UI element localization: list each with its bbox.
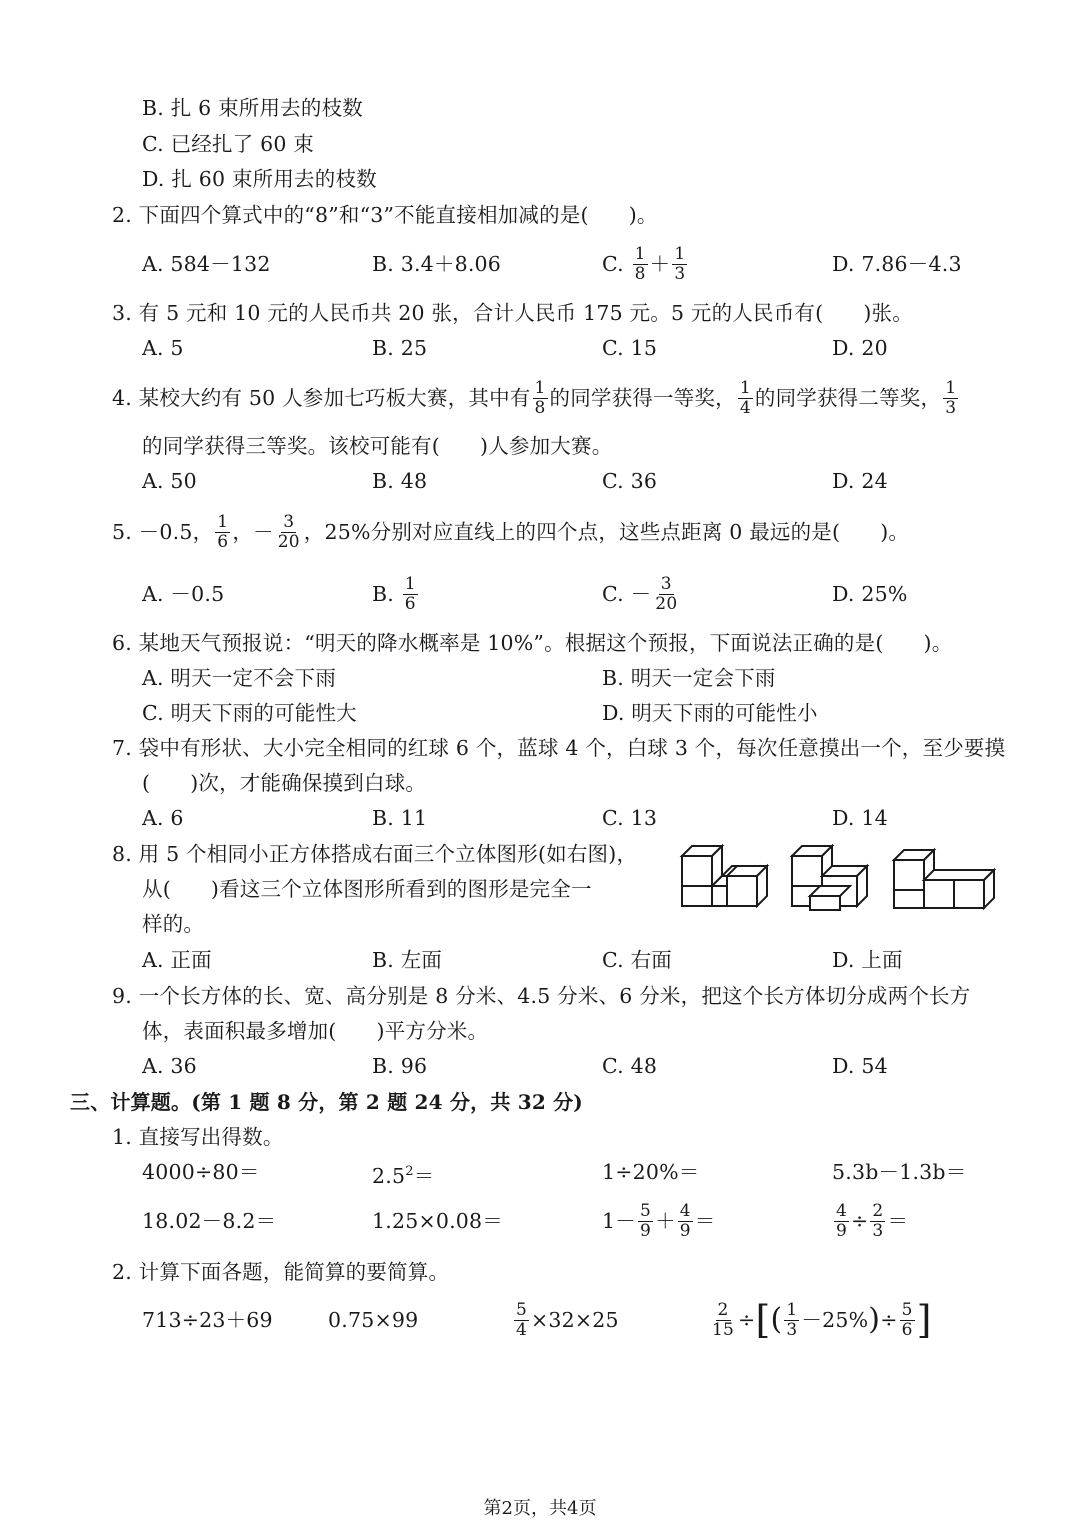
fraction	[870, 1202, 885, 1241]
q6-option-c: C. 明天下雨的可能性大	[142, 701, 357, 725]
q2-option-c	[602, 238, 689, 290]
numerator: 5	[639, 1200, 651, 1221]
numerator: 2	[872, 1200, 884, 1221]
q6-stem-end: )。	[923, 631, 953, 655]
cube-figure-1	[682, 846, 767, 906]
operator: ＋	[654, 1209, 676, 1233]
cube-figure-3	[894, 850, 994, 908]
calc-problem-2: 0.75×99	[328, 1308, 419, 1332]
q8-stem-line3: 样的。	[142, 912, 205, 936]
q4-text-3: 的同学获得二等奖，	[754, 386, 942, 410]
q2-stem-text: 2. 下面四个算式中的“8”和“3”不能直接相加减的是(	[112, 203, 589, 227]
q2-stem-end: )。	[628, 203, 658, 227]
q6-stem-text: 6. 某地天气预报说：“明天的降水概率是 10%”。根据这个预报，下面说法正确的是(	[112, 631, 884, 655]
q8-option-a: A. 正面	[142, 948, 212, 972]
numerator: 1	[217, 511, 229, 532]
denominator: 20	[655, 593, 678, 614]
q9-line2-text: 体，表面积最多增加(	[142, 1019, 337, 1043]
page-number: 第2页，共4页	[483, 1498, 597, 1519]
q8-stem-line1: 8. 用 5 个相同小正方体搭成右面三个立体图形(如右图)，	[112, 842, 638, 866]
q9-option-b: B. 96	[372, 1054, 428, 1078]
fraction	[784, 1301, 799, 1340]
q5-text-1: 5. －0.5，	[112, 520, 214, 544]
q5-option-b-label: B.	[372, 582, 394, 606]
calc-expression-8	[832, 1195, 908, 1247]
q3-option-b: B. 25	[372, 336, 428, 360]
numerator: 1	[786, 1299, 798, 1320]
denominator: 4	[516, 1319, 528, 1340]
calc-expression-4: 5.3b－1.3b＝	[832, 1160, 967, 1184]
numerator: 4	[679, 1200, 691, 1221]
q8-stem-line2	[142, 876, 592, 902]
q7-option-a: A. 6	[142, 806, 184, 830]
denominator: 8	[634, 263, 646, 284]
q9-stem-line2	[142, 1018, 488, 1044]
denominator: 3	[872, 1220, 884, 1241]
denominator: 3	[945, 397, 957, 418]
calc-expression-1: 4000÷80＝	[142, 1160, 260, 1184]
fraction	[943, 379, 958, 418]
q3-stem	[112, 300, 913, 326]
q2-option-c-label: C.	[602, 252, 624, 276]
q8-line2-text: )看这三个立体图形所看到的图形是完全一	[210, 877, 592, 901]
q9-stem-line1: 9. 一个长方体的长、宽、高分别是 8 分米、4.5 分米、6 分米，把这个长方体切分成两个长方	[112, 984, 971, 1008]
denominator: 3	[786, 1319, 798, 1340]
q5-stem	[112, 506, 909, 558]
q5-option-a: A. －0.5	[142, 582, 225, 606]
q6-option-b: B. 明天一定会下雨	[602, 666, 776, 690]
calc-expression-2	[372, 1159, 434, 1189]
numerator: 1	[674, 243, 686, 264]
q4-text-2: 的同学获得一等奖，	[549, 386, 736, 410]
calc-problem-4	[708, 1292, 932, 1348]
right-bracket: ]	[916, 1298, 932, 1342]
q5-text-3: ，25%分别对应直线上的四个点，这些点距离 0 最远的是(	[303, 520, 841, 544]
cube-figures	[676, 838, 996, 913]
left-paren: (	[770, 1302, 783, 1337]
calc-expression-7	[602, 1195, 715, 1247]
left-bracket: [	[755, 1298, 771, 1342]
fraction	[672, 245, 687, 284]
fraction	[653, 575, 679, 614]
expr-middle: －25%	[801, 1308, 869, 1332]
numerator: 5	[901, 1299, 913, 1320]
calc-expression-3: 1÷20%＝	[602, 1160, 700, 1184]
fraction	[678, 1202, 693, 1241]
q7-option-b: B. 11	[372, 806, 428, 830]
q9-option-d: D. 54	[832, 1054, 888, 1078]
fraction	[276, 513, 302, 552]
calc-problem-3	[512, 1294, 619, 1346]
fraction	[514, 1301, 529, 1340]
calc-expression-5: 18.02－8.2＝	[142, 1209, 277, 1233]
base: 2.5	[372, 1163, 406, 1188]
q9-option-a: A. 36	[142, 1054, 197, 1078]
q5-text-4: )。	[880, 520, 910, 544]
numerator: 1	[534, 377, 546, 398]
q4-stem-line2	[142, 433, 612, 459]
operator: ÷	[880, 1308, 898, 1332]
q1-option-c: C. 已经扎了 60 束	[142, 132, 315, 156]
numerator: 4	[836, 1200, 848, 1221]
denominator: 9	[836, 1220, 848, 1241]
denominator: 20	[277, 531, 300, 552]
q1-option-b: B. 扎 6 束所用去的枝数	[142, 96, 363, 120]
denominator: 15	[712, 1319, 735, 1340]
q2-option-b: B. 3.4＋8.06	[372, 252, 502, 276]
q3-stem-end: )张。	[863, 301, 913, 325]
q4-line2-end: )人参加大赛。	[480, 434, 613, 458]
q8-option-d: D. 上面	[832, 948, 903, 972]
q6-option-d: D. 明天下雨的可能性小	[602, 701, 818, 725]
q3-option-a: A. 5	[142, 336, 184, 360]
fraction	[403, 575, 418, 614]
q6-stem	[112, 630, 952, 656]
q8-line2-start: 从(	[142, 877, 171, 901]
section-3-part-2-title: 2. 计算下面各题，能简算的要简算。	[112, 1260, 450, 1284]
q4-line2-text: 的同学获得三等奖。该校可能有(	[142, 434, 440, 458]
operator: ÷	[851, 1209, 869, 1233]
section-3-part-1-title: 1. 直接写出得数。	[112, 1125, 284, 1149]
q4-option-d: D. 24	[832, 469, 888, 493]
denominator: 9	[679, 1220, 691, 1241]
operator: ＋	[649, 252, 671, 276]
q4-option-a: A. 50	[142, 469, 197, 493]
q2-stem	[112, 202, 658, 228]
calc-expression-6: 1.25×0.08＝	[372, 1209, 503, 1233]
q5-option-b	[372, 568, 420, 620]
denominator: 6	[217, 531, 229, 552]
cube-figure-2	[792, 846, 867, 910]
q9-option-c: C. 48	[602, 1054, 658, 1078]
fraction	[533, 379, 548, 418]
expr-rest: ×32×25	[531, 1308, 619, 1332]
q4-option-b: B. 48	[372, 469, 428, 493]
numerator: 5	[516, 1299, 528, 1320]
q5-option-c-label: C. －	[602, 582, 652, 606]
numerator: 1	[404, 573, 416, 594]
numerator: 3	[283, 511, 295, 532]
section-3-title: 三、计算题。(第 1 题 8 分，第 2 题 24 分，共 32 分)	[70, 1090, 583, 1114]
q4-text-1: 4. 某校大约有 50 人参加七巧板大赛，其中有	[112, 386, 531, 410]
denominator: 3	[674, 263, 686, 284]
numerator: 2	[717, 1299, 729, 1320]
fraction	[710, 1301, 736, 1340]
q2-option-d: D. 7.86－4.3	[832, 252, 962, 276]
q7-option-d: D. 14	[832, 806, 888, 830]
fraction	[738, 379, 753, 418]
denominator: 8	[534, 397, 546, 418]
calc-problem-1: 713÷23＋69	[142, 1308, 273, 1332]
q5-text-2: ，－	[232, 520, 274, 544]
q4-stem-line1	[112, 373, 960, 423]
fraction	[638, 1202, 653, 1241]
q3-option-c: C. 15	[602, 336, 658, 360]
q8-option-b: B. 左面	[372, 948, 443, 972]
fraction	[834, 1202, 849, 1241]
expr-start: 1－	[602, 1209, 636, 1233]
right-paren: )	[868, 1302, 881, 1337]
q3-option-d: D. 20	[832, 336, 888, 360]
q7-line2-text: )次，才能确保摸到白球。	[190, 771, 427, 795]
q7-stem-line2	[142, 770, 426, 796]
operator: ÷	[738, 1308, 756, 1332]
q5-option-d: D. 25%	[832, 582, 908, 606]
fraction	[215, 513, 230, 552]
numerator: 1	[634, 243, 646, 264]
fraction	[900, 1301, 915, 1340]
q7-stem-line1: 7. 袋中有形状、大小完全相同的红球 6 个，蓝球 4 个，白球 3 个，每次任意摸出一个，至少要摸	[112, 736, 1006, 760]
numerator: 1	[739, 377, 751, 398]
q5-option-c	[602, 568, 681, 620]
numerator: 1	[945, 377, 957, 398]
q7-open-paren: (	[142, 771, 151, 795]
denominator: 9	[639, 1220, 651, 1241]
q2-option-a: A. 584－132	[142, 252, 271, 276]
q3-stem-text: 3. 有 5 元和 10 元的人民币共 20 张，合计人民币 175 元。5 元的人民币有(	[112, 301, 824, 325]
denominator: 6	[404, 593, 416, 614]
q8-option-c: C. 右面	[602, 948, 672, 972]
equals: ＝	[413, 1163, 435, 1188]
q4-option-c: C. 36	[602, 469, 658, 493]
q9-line2-end: )平方分米。	[376, 1019, 489, 1043]
numerator: 3	[660, 573, 672, 594]
fraction	[633, 245, 648, 284]
q6-option-a: A. 明天一定不会下雨	[142, 666, 337, 690]
equals: ＝	[887, 1209, 909, 1233]
q7-option-c: C. 13	[602, 806, 658, 830]
denominator: 6	[901, 1319, 913, 1340]
equals: ＝	[694, 1209, 716, 1233]
denominator: 4	[739, 397, 751, 418]
q1-option-d: D. 扎 60 束所用去的枝数	[142, 167, 377, 191]
exponent: 2	[405, 1164, 414, 1179]
